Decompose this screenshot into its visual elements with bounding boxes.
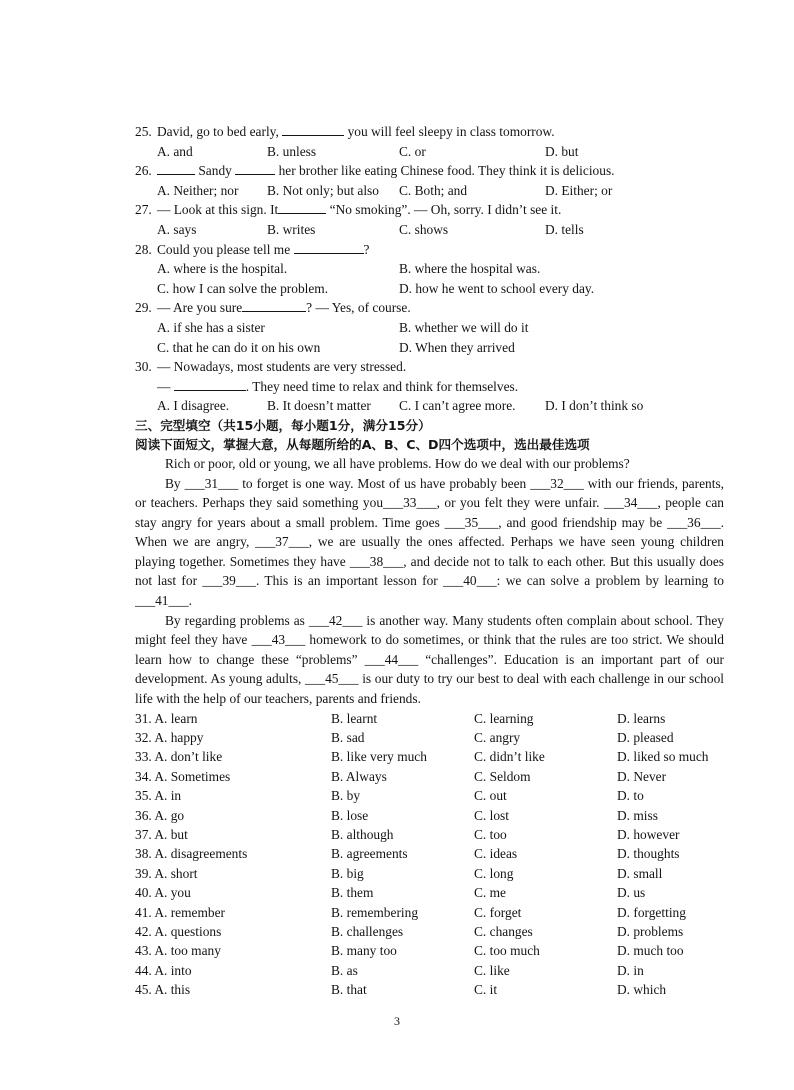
- question-27-options: [135, 220, 724, 240]
- option-b: B. remembering: [331, 904, 419, 920]
- option-d: D. much too: [617, 943, 684, 959]
- option-d: D. thoughts: [617, 846, 680, 862]
- option-b: B. Always: [331, 768, 387, 784]
- option-b: B. where the hospital was.: [399, 261, 541, 277]
- option-c: C. ideas: [474, 846, 518, 862]
- option-a: 42. A. questions: [135, 923, 222, 939]
- option-d: D. learns: [617, 710, 666, 726]
- answer-blank: [235, 161, 275, 175]
- option-d: D. us: [617, 885, 646, 901]
- question-number: 25.: [135, 124, 152, 139]
- option-d: D. small: [617, 865, 663, 881]
- option-c: C. how I can solve the problem.: [157, 280, 329, 296]
- option-d: D. in: [617, 962, 644, 978]
- option-a: 45. A. this: [135, 982, 191, 998]
- question-stem: — Are you sure ? — Yes, of course.: [157, 300, 411, 316]
- option-a: A. if she has a sister: [157, 319, 265, 335]
- option-b: B. them: [331, 885, 374, 901]
- option-b: B. as: [331, 962, 358, 978]
- option-b: B. writes: [267, 221, 316, 237]
- question-27: [135, 200, 724, 220]
- option-a: 37. A. but: [135, 826, 188, 842]
- option-d: D. forgetting: [617, 904, 686, 920]
- option-d: D. to: [617, 788, 644, 804]
- question-stem: Could you please tell me ?: [157, 241, 370, 257]
- cloze-option-row: [135, 709, 724, 728]
- option-b: B. Not only; but also: [267, 182, 379, 198]
- passage-paragraph-1: By ___31___ to forget is one way. Most of us have probably been ___32___ with our friends, parents, or teachers. Perhaps they said something you___33___, or you felt they were unfair. ___34___, people can stay angry for years about a small problem. Time goes ___35___, and good friendship may be ___36___. When we are angry, ___37___, we are usually the ones affected. Perhaps we have seen young children playing together. Sometimes they have ___38___, and decide not to talk to each other. But this usually does not last for ___39___. This is an important lesson for ___40___: we can solve a problem by learning to ___41___.: [135, 475, 724, 609]
- option-a: 41. A. remember: [135, 904, 225, 920]
- option-a: A. and: [157, 143, 193, 159]
- option-c: C. too much: [474, 943, 540, 959]
- answer-blank: [294, 240, 364, 254]
- answer-blank: [174, 377, 246, 391]
- option-d: D. but: [545, 143, 579, 159]
- option-a: A. I disagree.: [157, 398, 230, 414]
- question-number: 29.: [135, 300, 152, 316]
- answer-blank: [278, 200, 326, 214]
- answer-blank: [282, 122, 344, 136]
- option-a: 35. A. in: [135, 788, 182, 804]
- question-stem: — Nowadays, most students are very stressed.: [157, 359, 407, 375]
- option-b: B. many too: [331, 943, 397, 959]
- question-25: [135, 122, 724, 142]
- question-30-options: [135, 396, 724, 416]
- option-b: B. sad: [331, 730, 365, 746]
- option-b: B. lose: [331, 807, 369, 823]
- option-c: C. learning: [474, 710, 534, 726]
- option-d: D. miss: [617, 807, 658, 823]
- option-c: C. too: [474, 826, 507, 842]
- cloze-option-row: [135, 941, 724, 960]
- option-a: 36. A. go: [135, 807, 185, 823]
- passage-paragraph-2: By regarding problems as ___42___ is another way. Many students often complain about school. They might feel they have ___43___ homework to do sometimes, or think that the rules are too strict. We should learn how to change these “problems” ___44___ “challenges”. Education is an important part of our development. As young adults, ___45___ is our duty to try our best to deal with each challenge in our school life with the help of our teachers, parents and friends.: [135, 612, 724, 707]
- section-instruction: 阅读下面短文，掌握大意，从每题所给的A、B、C、D四个选项中，选出最佳选项: [135, 436, 590, 452]
- question-25-options: [135, 142, 724, 162]
- question-number: 30.: [135, 359, 152, 375]
- option-c: C. it: [474, 982, 498, 998]
- option-b: B. whether we will do it: [399, 319, 529, 335]
- cloze-option-row: [135, 728, 724, 747]
- cloze-option-row: [135, 786, 724, 805]
- question-30: [135, 357, 724, 377]
- option-c: C. lost: [474, 807, 509, 823]
- option-d: D. Either; or: [545, 182, 613, 198]
- question-stem: — Look at this sign. It “No smoking”. — Oh, sorry. I didn’t see it.: [157, 202, 562, 218]
- option-c: C. long: [474, 865, 514, 881]
- option-c: C. Both; and: [399, 182, 468, 198]
- option-d: D. liked so much: [617, 749, 709, 765]
- question-29-options-row1: [135, 318, 724, 338]
- option-a: 32. A. happy: [135, 730, 204, 746]
- option-c: C. that he can do it on his own: [157, 339, 321, 355]
- answer-blank: [242, 298, 306, 312]
- cloze-option-row: [135, 767, 724, 786]
- option-c: C. me: [474, 885, 506, 901]
- option-b: B. agreements: [331, 846, 408, 862]
- option-d: D. I don’t think so: [545, 398, 644, 414]
- option-a: A. Neither; nor: [157, 182, 239, 198]
- option-b: B. It doesn’t matter: [267, 398, 371, 414]
- question-stem: Sandy her brother like eating Chinese food. They think it is delicious.: [157, 161, 615, 181]
- option-b: B. by: [331, 788, 361, 804]
- option-d: D. how he went to school every day.: [399, 280, 595, 296]
- option-a: 31. A. learn: [135, 710, 198, 726]
- question-29: [135, 298, 724, 318]
- option-a: 33. A. don’t like: [135, 749, 223, 765]
- answer-blank: [157, 161, 195, 175]
- option-a: A. where is the hospital.: [157, 261, 288, 277]
- option-d: D. tells: [545, 221, 584, 237]
- question-29-options-row2: [135, 338, 724, 358]
- passage-intro: Rich or poor, old or young, we all have problems. How do we deal with our problems?: [165, 455, 630, 471]
- option-c: C. forget: [474, 904, 522, 920]
- option-a: 38. A. disagreements: [135, 846, 248, 862]
- option-b: B. like very much: [331, 749, 427, 765]
- option-d: D. When they arrived: [399, 339, 515, 355]
- cloze-option-row: [135, 883, 724, 902]
- option-a: 40. A. you: [135, 885, 191, 901]
- option-c: C. changes: [474, 923, 533, 939]
- option-a: A. says: [157, 221, 197, 237]
- option-a: 44. A. into: [135, 962, 192, 978]
- option-c: C. didn’t like: [474, 749, 545, 765]
- cloze-option-row: [135, 864, 724, 883]
- option-b: B. challenges: [331, 923, 404, 939]
- question-28-options-row1: [135, 259, 724, 279]
- cloze-options-table: [135, 709, 724, 1000]
- option-c: C. angry: [474, 730, 521, 746]
- option-b: B. that: [331, 982, 367, 998]
- option-b: B. although: [331, 826, 394, 842]
- question-number: 27.: [135, 202, 152, 218]
- cloze-option-row: [135, 747, 724, 766]
- option-d: D. however: [617, 826, 680, 842]
- cloze-option-row: [135, 903, 724, 922]
- cloze-option-row: [135, 980, 724, 999]
- cloze-option-row: [135, 825, 724, 844]
- option-b: B. big: [331, 865, 364, 881]
- cloze-option-row: [135, 806, 724, 825]
- question-number: 26.: [135, 163, 152, 179]
- option-c: C. out: [474, 788, 507, 804]
- option-d: D. pleased: [617, 730, 674, 746]
- option-a: 43. A. too many: [135, 943, 221, 959]
- question-28: [135, 240, 724, 260]
- option-b: B. unless: [267, 143, 317, 159]
- question-30-reply: [135, 377, 724, 397]
- option-c: C. shows: [399, 221, 449, 237]
- question-number: 28.: [135, 241, 152, 257]
- cloze-option-row: [135, 961, 724, 980]
- option-c: C. like: [474, 962, 510, 978]
- option-a: 34. A. Sometimes: [135, 768, 231, 784]
- question-26-options: [135, 181, 724, 201]
- option-c: C. or: [399, 143, 426, 159]
- option-a: 39. A. short: [135, 865, 198, 881]
- question-28-options-row2: [135, 279, 724, 299]
- option-d: D. problems: [617, 923, 684, 939]
- option-c: C. I can’t agree more.: [399, 398, 516, 414]
- reply-line: — . They need time to relax and think for themselves.: [157, 378, 519, 394]
- option-c: C. Seldom: [474, 768, 531, 784]
- question-stem: David, go to bed early, you will feel sleepy in class tomorrow.: [157, 124, 555, 139]
- cloze-option-row: [135, 844, 724, 863]
- section-heading: 三、完型填空（共15小题，每小题1分，满分15分）: [135, 417, 431, 433]
- page-number: 3: [394, 1014, 400, 1028]
- option-d: D. Never: [617, 768, 667, 784]
- option-b: B. learnt: [331, 710, 378, 726]
- question-26: [135, 161, 724, 181]
- option-d: D. which: [617, 982, 667, 998]
- cloze-option-row: [135, 922, 724, 941]
